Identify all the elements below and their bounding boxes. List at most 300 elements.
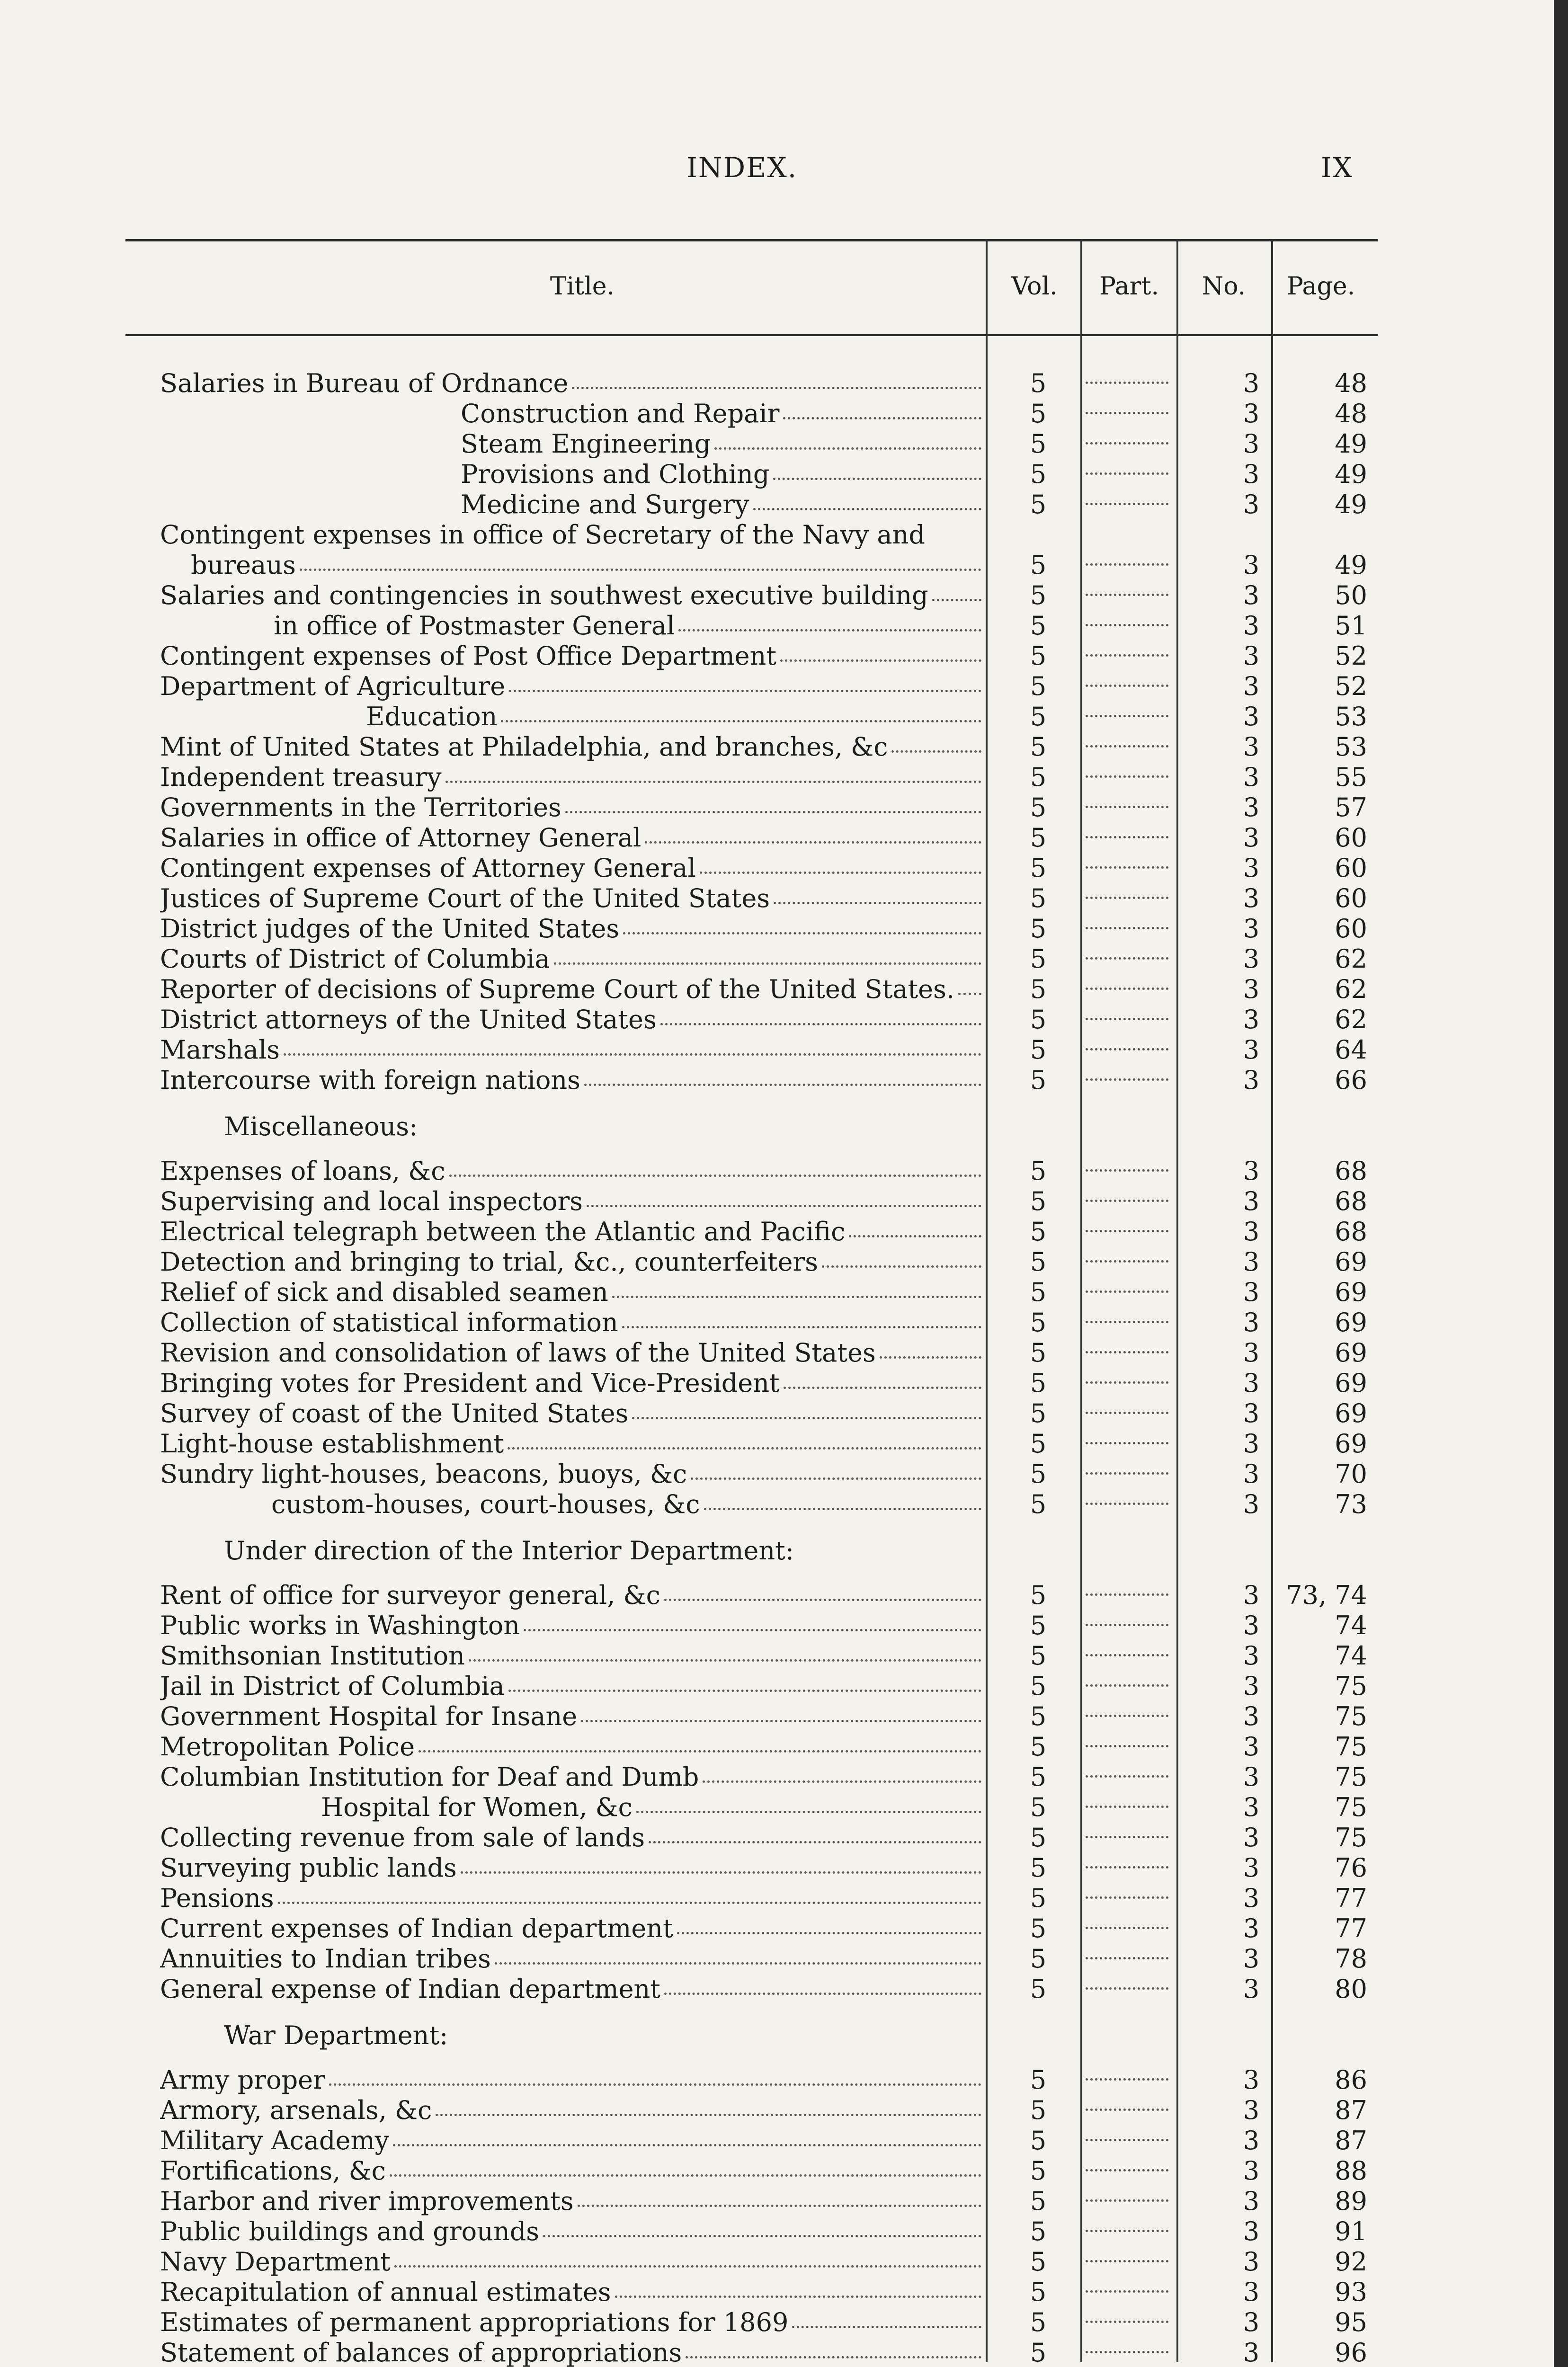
no-cell: 3 (1243, 489, 1260, 519)
title-cell (160, 1368, 981, 1398)
entry-title: Current expenses of Indian department (160, 1913, 673, 1943)
table-row (160, 1338, 1391, 1368)
table-row (160, 1308, 1391, 1338)
part-cell-blank (1086, 1078, 1168, 1083)
part-cell-blank (1086, 503, 1168, 507)
vol-cell: 5 (1030, 853, 1047, 883)
title-cell (160, 1641, 981, 1671)
no-cell: 3 (1243, 1641, 1260, 1671)
entry-title: Contingent expenses in office of Secretary of the Navy and (160, 520, 925, 550)
title-cell (160, 429, 981, 459)
part-cell-blank (1086, 775, 1168, 780)
entry-title: Medicine and Surgery (461, 489, 749, 519)
vol-cell: 5 (1030, 399, 1047, 428)
dot-leader (501, 712, 981, 722)
no-cell: 3 (1243, 1944, 1260, 1974)
entry-title: Annuities to Indian tribes (160, 1944, 491, 1974)
table-row (160, 1611, 1391, 1641)
dot-leader (524, 1621, 981, 1631)
dot-leader (329, 2076, 981, 2086)
page-cell: 74 (1335, 1641, 1367, 1671)
title-cell (160, 914, 981, 944)
dot-leader (783, 409, 981, 419)
title-cell (160, 550, 981, 580)
table-row (160, 2156, 1391, 2186)
table-row (160, 399, 1391, 429)
part-cell-blank (1086, 1957, 1168, 1962)
vol-cell: 5 (1030, 1823, 1047, 1852)
table-row (160, 2247, 1391, 2277)
dot-leader (891, 743, 981, 753)
title-cell (160, 2338, 981, 2367)
vol-cell: 5 (1030, 2307, 1047, 2337)
title-cell (160, 823, 981, 853)
no-cell: 3 (1243, 1005, 1260, 1034)
table-row (160, 732, 1391, 762)
no-cell: 3 (1243, 1398, 1260, 1428)
page-cell: 87 (1335, 2095, 1367, 2125)
vol-cell: 5 (1030, 2277, 1047, 2307)
dot-leader (509, 682, 981, 692)
vol-cell: 5 (1030, 1429, 1047, 1459)
part-cell-blank (1086, 1684, 1168, 1689)
part-cell-blank (1086, 1654, 1168, 1659)
title-cell (160, 974, 981, 1005)
table-row (160, 1459, 1391, 1489)
page-cell: 76 (1335, 1853, 1367, 1883)
entry-title: Public buildings and grounds (160, 2216, 540, 2246)
part-cell-blank (1086, 1412, 1168, 1416)
no-cell: 3 (1243, 2247, 1260, 2277)
entry-title: Navy Department (160, 2247, 391, 2277)
no-cell: 3 (1243, 1247, 1260, 1277)
vol-cell: 5 (1030, 1398, 1047, 1428)
title-cell (160, 1005, 981, 1035)
dot-leader (554, 955, 981, 965)
no-cell: 3 (1243, 2065, 1260, 2095)
table-row (160, 792, 1391, 823)
table-row (160, 489, 1391, 520)
page-cell: 87 (1335, 2126, 1367, 2155)
dot-leader (691, 1470, 981, 1480)
vol-cell: 5 (1030, 823, 1047, 853)
no-cell: 3 (1243, 853, 1260, 883)
table-row (160, 1944, 1391, 1974)
dot-leader (774, 894, 981, 904)
page-cell: 60 (1335, 823, 1367, 853)
table-row (160, 1277, 1391, 1308)
title-cell (160, 2065, 981, 2095)
table-row (160, 641, 1391, 671)
table-row (160, 1368, 1391, 1398)
dot-leader (578, 2197, 981, 2207)
page-cell: 89 (1335, 2186, 1367, 2216)
part-cell-blank (1086, 2290, 1168, 2295)
table-row (160, 883, 1391, 914)
no-cell: 3 (1243, 823, 1260, 853)
entry-title: Construction and Repair (461, 399, 780, 428)
part-cell-blank (1086, 382, 1168, 386)
no-cell: 3 (1243, 1489, 1260, 1519)
dot-leader (622, 1318, 981, 1328)
page-cell: 60 (1335, 853, 1367, 883)
entry-title: Rent of office for surveyor general, &c (160, 1580, 660, 1610)
vol-cell: 5 (1030, 1701, 1047, 1731)
column-header-part: Part. (1099, 272, 1159, 301)
vol-cell: 5 (1030, 2065, 1047, 2095)
vol-cell: 5 (1030, 883, 1047, 913)
vol-cell: 5 (1030, 702, 1047, 731)
table-row (160, 611, 1391, 641)
section-heading (160, 1112, 1391, 1142)
entry-title: bureaus (191, 550, 296, 580)
dot-leader (495, 1955, 981, 1965)
part-cell-blank (1086, 685, 1168, 689)
vol-cell: 5 (1030, 1247, 1047, 1277)
dot-leader (958, 985, 981, 995)
entry-title: Independent treasury (160, 762, 442, 792)
table-row (160, 2065, 1391, 2095)
entry-title: Collection of statistical information (160, 1308, 618, 1337)
entry-title: Surveying public lands (160, 1853, 457, 1883)
entry-title: Department of Agriculture (160, 671, 506, 701)
part-cell-blank (1086, 1745, 1168, 1750)
table-row (160, 1035, 1391, 1065)
vol-cell: 5 (1030, 1368, 1047, 1398)
entry-title: Pensions (160, 1883, 274, 1913)
dot-leader (703, 1773, 981, 1783)
page-cell: 60 (1335, 883, 1367, 913)
table-row (160, 2277, 1391, 2307)
dot-leader (660, 1015, 981, 1025)
title-cell (160, 1156, 981, 1186)
no-cell: 3 (1243, 1308, 1260, 1337)
entry-title: Harbor and river improvements (160, 2186, 574, 2216)
table-row (160, 1762, 1391, 1792)
no-cell: 3 (1243, 2156, 1260, 2186)
vol-cell: 5 (1030, 2126, 1047, 2155)
part-cell-blank (1086, 806, 1168, 810)
no-cell: 3 (1243, 1913, 1260, 1943)
page-cell: 62 (1335, 944, 1367, 974)
title-cell (160, 2277, 981, 2307)
title-cell (160, 2156, 981, 2186)
dot-leader (612, 1288, 981, 1298)
vol-cell: 5 (1030, 459, 1047, 489)
title-cell (160, 2126, 981, 2156)
part-cell-blank (1086, 1260, 1168, 1265)
no-cell: 3 (1243, 944, 1260, 974)
no-cell: 3 (1243, 1701, 1260, 1731)
vol-cell: 5 (1030, 1156, 1047, 1186)
no-cell: 3 (1243, 792, 1260, 822)
entry-title: Jail in District of Columbia (160, 1671, 505, 1701)
dot-leader (780, 652, 981, 662)
entry-title: Estimates of permanent appropriations for 1869 (160, 2307, 789, 2337)
entry-title: Armory, arsenals, &c (160, 2095, 432, 2125)
title-cell (160, 368, 981, 399)
dot-leader (436, 2106, 981, 2116)
vol-cell: 5 (1030, 1913, 1047, 1943)
entry-title: Statement of balances of appropriations (160, 2338, 682, 2367)
title-cell (160, 883, 981, 914)
dot-leader (508, 1440, 981, 1450)
page-cell: 62 (1335, 1005, 1367, 1034)
vol-cell: 5 (1030, 792, 1047, 822)
page-cell: 75 (1335, 1762, 1367, 1792)
dot-leader (704, 1500, 981, 1510)
title-cell (160, 1701, 981, 1732)
table-row (160, 944, 1391, 974)
entry-title: Electrical telegraph between the Atlantic and Pacific (160, 1217, 846, 1246)
dot-leader (390, 2167, 981, 2177)
no-cell: 3 (1243, 1156, 1260, 1186)
entry-title: Sundry light-houses, beacons, buoys, &c (160, 1459, 687, 1489)
dot-leader (932, 591, 981, 601)
title-cell (160, 399, 981, 429)
table-row (160, 914, 1391, 944)
entry-title: Public works in Washington (160, 1611, 520, 1640)
part-cell-blank (1086, 1715, 1168, 1719)
entry-title: Expenses of loans, &c (160, 1156, 445, 1186)
table-row (160, 1823, 1391, 1853)
section-heading (160, 2020, 1391, 2051)
entry-title: Education (366, 702, 498, 731)
dot-leader (784, 1379, 981, 1389)
table-row (160, 1005, 1391, 1035)
page-cell: 68 (1335, 1186, 1367, 1216)
table-row (160, 1247, 1391, 1277)
page-cell: 93 (1335, 2277, 1367, 2307)
no-cell: 3 (1243, 2277, 1260, 2307)
part-cell-blank (1086, 988, 1168, 992)
entry-title: Steam Engineering (461, 429, 711, 459)
part-cell-blank (1086, 1987, 1168, 1992)
table-row (160, 1671, 1391, 1701)
title-cell (160, 1065, 981, 1095)
part-cell-blank (1086, 1321, 1168, 1326)
title-cell (160, 1944, 981, 1974)
entry-title: Salaries in Bureau of Ordnance (160, 368, 569, 398)
title-cell (160, 671, 981, 702)
section-heading-label: War Department: (224, 2020, 448, 2050)
vol-cell: 5 (1030, 1338, 1047, 1368)
page-cell: 78 (1335, 1944, 1367, 1974)
part-cell-blank (1086, 2139, 1168, 2144)
table-row (160, 550, 1391, 580)
dot-leader (461, 1864, 981, 1874)
part-cell-blank (1086, 1866, 1168, 1871)
vol-cell: 5 (1030, 2156, 1047, 2186)
part-cell-blank (1086, 2078, 1168, 2083)
entry-title: Provisions and Clothing (461, 459, 770, 489)
page-number: IX (1321, 151, 1354, 184)
page-cell: 74 (1335, 1611, 1367, 1640)
page-cell: 49 (1335, 489, 1367, 519)
dot-leader (284, 1046, 981, 1056)
part-cell-blank (1086, 2199, 1168, 2204)
title-cell (160, 2247, 981, 2277)
dot-leader (300, 561, 981, 571)
entry-title: custom-houses, court-houses, &c (271, 1489, 700, 1519)
entry-title: Army proper (160, 2065, 325, 2095)
table-row (160, 762, 1391, 792)
part-cell-blank (1086, 2351, 1168, 2356)
dot-leader (581, 1712, 981, 1722)
vol-cell: 5 (1030, 1489, 1047, 1519)
part-cell-blank (1086, 1048, 1168, 1053)
page-cell: 69 (1335, 1338, 1367, 1368)
part-cell-blank (1086, 1503, 1168, 1507)
part-cell-blank (1086, 1169, 1168, 1174)
part-cell-blank (1086, 715, 1168, 720)
no-cell: 3 (1243, 1459, 1260, 1489)
no-cell: 3 (1243, 2186, 1260, 2216)
page-cell: 73 (1335, 1489, 1367, 1519)
title-cell (160, 459, 981, 489)
page-cell: 52 (1335, 641, 1367, 671)
table-top-rule (125, 239, 1378, 241)
table-row (160, 520, 1391, 550)
title-cell (160, 1338, 981, 1368)
title-cell (160, 580, 981, 611)
part-cell-blank (1086, 1927, 1168, 1931)
dot-leader (445, 773, 981, 783)
title-cell (160, 1913, 981, 1944)
no-cell: 3 (1243, 1732, 1260, 1762)
title-cell (160, 1035, 981, 1065)
vol-cell: 5 (1030, 1277, 1047, 1307)
entry-title: Light-house establishment (160, 1429, 504, 1459)
vol-cell: 5 (1030, 580, 1047, 610)
page-cell: 69 (1335, 1247, 1367, 1277)
page-cell: 51 (1335, 611, 1367, 641)
page-title: INDEX. (686, 151, 798, 184)
page-cell: 60 (1335, 914, 1367, 943)
entry-title: Government Hospital for Insane (160, 1701, 578, 1731)
table-row (160, 1217, 1391, 1247)
dot-leader (792, 2318, 981, 2328)
no-cell: 3 (1243, 1217, 1260, 1246)
entry-title: Hospital for Women, &c (321, 1792, 633, 1822)
entry-title: Collecting revenue from sale of lands (160, 1823, 645, 1852)
table-row (160, 1913, 1391, 1944)
dot-leader (664, 1591, 981, 1601)
no-cell: 3 (1243, 1762, 1260, 1792)
page-cell: 50 (1335, 580, 1367, 610)
vol-cell: 5 (1030, 429, 1047, 459)
title-cell (160, 2186, 981, 2216)
dot-leader (393, 2136, 981, 2146)
table-row (160, 1853, 1391, 1883)
vol-cell: 5 (1030, 1762, 1047, 1792)
table-row (160, 671, 1391, 702)
dot-leader (565, 803, 981, 813)
table-row (160, 1186, 1391, 1217)
entry-title: Supervising and local inspectors (160, 1186, 583, 1216)
part-cell-blank (1086, 897, 1168, 901)
page-cell: 75 (1335, 1792, 1367, 1822)
part-cell-blank (1086, 1896, 1168, 1901)
no-cell: 3 (1243, 883, 1260, 913)
index-table-body (160, 368, 1391, 2367)
entry-title: Mint of United States at Philadelphia, and branches, &c (160, 732, 888, 762)
table-row (160, 1732, 1391, 1762)
dot-leader (623, 925, 981, 934)
page-cell: 52 (1335, 671, 1367, 701)
vol-cell: 5 (1030, 1974, 1047, 2004)
part-cell-blank (1086, 1472, 1168, 1477)
table-row (160, 2186, 1391, 2216)
entry-title: Columbian Institution for Deaf and Dumb (160, 1762, 699, 1792)
title-cell (160, 1217, 981, 1247)
no-cell: 3 (1243, 1853, 1260, 1883)
part-cell-blank (1086, 442, 1168, 447)
part-cell-blank (1086, 624, 1168, 629)
entry-title: Metropolitan Police (160, 1732, 415, 1762)
dot-leader (678, 622, 981, 632)
entry-title: Relief of sick and disabled seamen (160, 1277, 608, 1307)
vol-cell: 5 (1030, 1217, 1047, 1246)
title-cell (160, 1974, 981, 2004)
vol-cell: 5 (1030, 2095, 1047, 2125)
dot-leader (543, 2227, 981, 2237)
part-cell-blank (1086, 1624, 1168, 1628)
title-cell (160, 732, 981, 762)
table-row (160, 580, 1391, 611)
no-cell: 3 (1243, 429, 1260, 459)
entry-title: Salaries in office of Attorney General (160, 823, 641, 853)
part-cell-blank (1086, 1200, 1168, 1204)
no-cell: 3 (1243, 2126, 1260, 2155)
title-cell (160, 1611, 981, 1641)
part-cell-blank (1086, 563, 1168, 568)
no-cell: 3 (1243, 1338, 1260, 1368)
entry-title: Revision and consolidation of laws of the United States (160, 1338, 876, 1368)
table-row (160, 429, 1391, 459)
table-row (160, 2126, 1391, 2156)
page-cell: 77 (1335, 1883, 1367, 1913)
table-row (160, 1398, 1391, 1429)
no-cell: 3 (1243, 459, 1260, 489)
dot-leader (587, 1197, 981, 1207)
title-cell (160, 1792, 981, 1823)
dot-leader (686, 2349, 981, 2358)
entry-title: Contingent expenses of Attorney General (160, 853, 696, 883)
title-cell (160, 520, 981, 550)
part-cell-blank (1086, 594, 1168, 598)
part-cell-blank (1086, 1230, 1168, 1235)
entry-title: Survey of coast of the United States (160, 1398, 629, 1428)
title-cell (160, 641, 981, 671)
table-row (160, 853, 1391, 883)
column-header-vol: Vol. (1011, 272, 1058, 301)
vol-cell: 5 (1030, 732, 1047, 762)
section-heading-label: Under direction of the Interior Department: (224, 1536, 794, 1566)
title-cell (160, 1459, 981, 1489)
dot-leader (278, 1894, 981, 1904)
vol-cell: 5 (1030, 368, 1047, 398)
dot-leader (700, 864, 981, 874)
title-cell (160, 1580, 981, 1611)
no-cell: 3 (1243, 1580, 1260, 1610)
part-cell-blank (1086, 866, 1168, 871)
no-cell: 3 (1243, 671, 1260, 701)
dot-leader (636, 1803, 981, 1813)
page-cell: 69 (1335, 1308, 1367, 1337)
no-cell: 3 (1243, 2216, 1260, 2246)
no-cell: 3 (1243, 1429, 1260, 1459)
